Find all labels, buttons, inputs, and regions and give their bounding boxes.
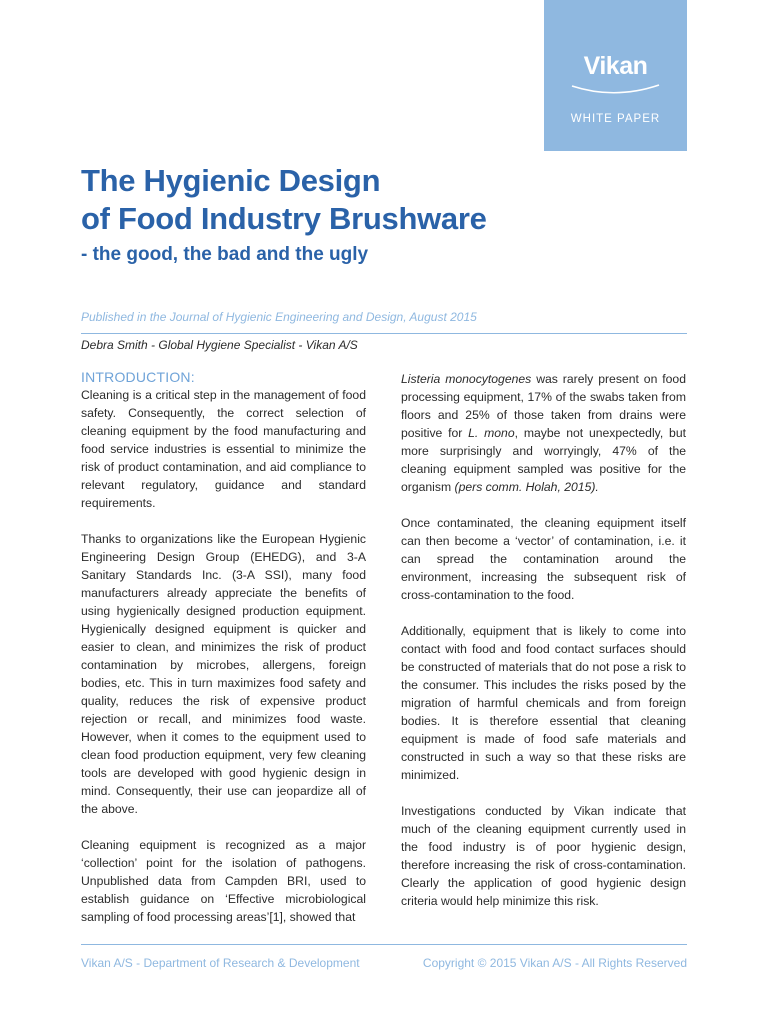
- title-line-2: of Food Industry Brushware: [81, 201, 487, 236]
- document-title: [81, 162, 487, 238]
- body-text: was rarely present on food processing equipment, 17% of the swabs taken from floors and 25% of those taken from drains were positive for: [401, 372, 686, 440]
- title-line-1: The Hygienic Design: [81, 163, 381, 198]
- header-divider: [81, 333, 687, 334]
- species-abbreviation: L. mono: [468, 426, 515, 440]
- citation: (pers comm. Holah, 2015).: [454, 480, 599, 494]
- body-paragraph: [401, 370, 686, 496]
- section-heading-introduction: INTRODUCTION:: [81, 369, 195, 385]
- body-paragraph: Cleaning is a critical step in the management of food safety. Consequently, the correct selection of cleaning equipment by the food manufacturing and food service industries is essential to minimize the risk of product contamination, and aid compliance to relevant regulatory, guidance and standard requirements.: [81, 388, 366, 510]
- document-subtitle: - the good, the bad and the ugly: [81, 244, 369, 265]
- left-column: [81, 368, 366, 944]
- species-name: Listeria monocytogenes: [401, 372, 532, 386]
- body-paragraph: Investigations conducted by Vikan indicate that much of the cleaning equipment currently used in the food industry is of poor hygienic design, therefore increasing the risk of cross-contamination. Clearly the application of good hygienic design criteria would help minimize this risk.: [401, 804, 686, 908]
- white-paper-label: WHITE PAPER: [570, 113, 661, 125]
- body-paragraph: Additionally, equipment that is likely to come into contact with food and food contact surfaces should be constructed of materials that do not pose a risk to the consumer. This includes the risks posed by the migration of harmful chemicals and from foreign bodies. It is therefore essential that cleaning equipment is made of food safe materials and constructed in such a way so that these risks are minimized.: [401, 624, 686, 782]
- footer-copyright: Copyright © 2015 Vikan A/S - All Rights Reserved: [422, 956, 687, 970]
- brand-logo-box: [544, 0, 687, 151]
- brand-logo-text: Vikan: [583, 52, 648, 80]
- footer-department: Vikan A/S - Department of Research & Development: [81, 956, 360, 970]
- body-paragraph: Cleaning equipment is recognized as a major ‘collection’ point for the isolation of pathogens. Unpublished data from Campden BRI, used to establish guidance on ‘Effective microbiological sampling of food processing areas’[1], showed that: [81, 838, 366, 924]
- footer-divider: [81, 944, 687, 945]
- author-line: Debra Smith - Global Hygiene Specialist - Vikan A/S: [81, 338, 358, 352]
- body-paragraph: Once contaminated, the cleaning equipment itself can then become a ‘vector’ of contamination, i.e. it can spread the contamination around the environment, increasing the subsequent risk of cross-contamination to the food.: [401, 516, 686, 602]
- right-column: [401, 370, 686, 928]
- body-text: , maybe not unexpectedly, but more surprisingly and worryingly, 47% of the cleaning equipment sampled was positive for the organism: [401, 426, 686, 494]
- body-paragraph: Thanks to organizations like the European Hygienic Engineering Design Group (EHEDG), and 3-A Sanitary Standards Inc. (3-A SSI), many food manufacturers already appreciate the benefits of using hygienically designed production equipment. Hygienically designed equipment is quicker and easier to clean, and minimizes the risk of product contamination by microbes, allergens, foreign bodies, etc. This in turn maximizes food safety and quality, reduces the risk of expensive product rejection or recall, and minimizes food waste. However, when it comes to the equipment used to clean food production equipment, very few cleaning tools are developed with good hygienic design in mind. Consequently, their use can jeopardize all of the above.: [81, 532, 366, 816]
- publication-note: Published in the Journal of Hygienic Engineering and Design, August 2015: [81, 310, 477, 324]
- logo-swoosh-icon: [570, 82, 661, 96]
